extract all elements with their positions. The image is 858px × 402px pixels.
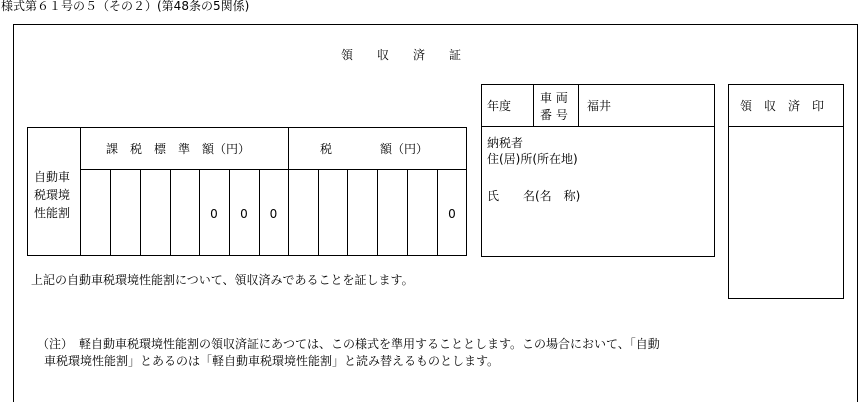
prefecture-name[interactable]: 福井 [587,99,612,113]
stamp-header: 領 収 済 印 [740,99,825,113]
form-number: 様式第６１号の５（その２）(第48条の5関係) [1,0,250,13]
stamp-frame [728,84,844,299]
tax-amount-header: 税 額（円） [320,142,429,156]
certify-text: 上記の自動車税環境性能割について、領収済みであることを証します。 [31,273,414,287]
vehicle-label-1: 車 両 [540,91,568,105]
note-line-2: 車税環境性能割」とあるのは「軽自動車税環境性能割」と読み替えるものとします。 [44,354,500,368]
row-label: 自動車 税環境 性能割 [34,170,71,220]
base-digit-cell[interactable]: 0 [240,207,248,221]
vehicle-label-2: 番 号 [540,108,568,122]
address-label: 住(居)所(所在地) [487,152,578,166]
year-label: 年度 [487,99,512,113]
page-title: 領 収 済 証 [341,48,462,62]
note-line-1: （注） 軽自動車税環境性能割の領収済証にあつては、この様式を準用することとします。この場合において、「自動 [37,337,660,351]
taxpayer-label: 納税者 [487,136,524,150]
tax-digit-cell[interactable]: 0 [448,207,456,221]
base-digit-cell[interactable]: 0 [269,207,278,221]
tax-base-header: 課 税 標 準 額（円） [106,142,251,156]
base-digit-cell[interactable]: 0 [210,207,218,221]
name-label: 氏 名(名 称) [487,189,581,203]
